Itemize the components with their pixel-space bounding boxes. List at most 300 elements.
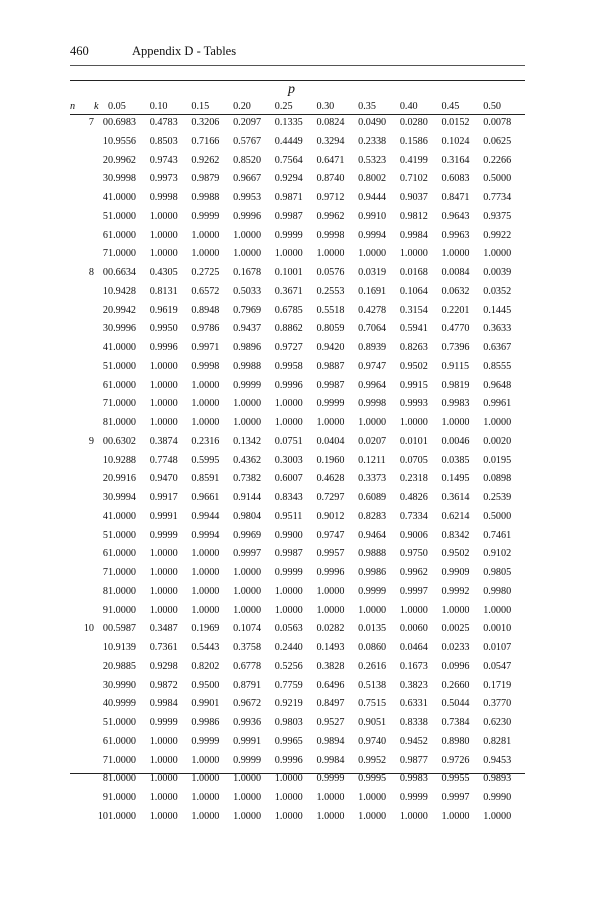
cell-value: 0.0632 <box>441 285 470 297</box>
cell-k: 5 <box>102 529 108 541</box>
cell-n <box>70 470 94 489</box>
cell-value: 0.9994 <box>358 229 387 241</box>
cell-value: 0.9502 <box>399 360 428 372</box>
table-row <box>70 545 525 564</box>
cell-k: 6 <box>102 548 108 560</box>
cell-n <box>70 508 94 527</box>
cell-value: 1.0000 <box>441 248 470 260</box>
cell-k: 0 <box>102 435 108 447</box>
cell-value: 0.0563 <box>274 623 303 635</box>
cell-value: 0.6471 <box>316 154 345 166</box>
cell-value: 0.0547 <box>483 660 512 672</box>
table-row <box>70 414 525 433</box>
cell-k: 3 <box>102 492 108 503</box>
cell-value: 0.9987 <box>274 210 303 222</box>
cell-value: 0.9502 <box>441 548 470 560</box>
table-row <box>70 639 525 658</box>
cell-value: 1.0000 <box>358 417 387 428</box>
cell-value: 0.8283 <box>358 510 387 522</box>
cell-value: 0.9996 <box>108 323 137 335</box>
cell-value: 1.0000 <box>191 810 220 822</box>
cell-k: 3 <box>102 679 108 691</box>
cell-value: 0.9998 <box>149 192 178 203</box>
cell-n <box>70 789 94 808</box>
cell-value: 0.9936 <box>233 717 262 728</box>
cell-n: 8 <box>88 267 94 278</box>
cell-k: 4 <box>102 698 108 710</box>
cell-value: 0.9964 <box>358 379 387 391</box>
cell-k: 4 <box>102 510 108 522</box>
cell-k: 7 <box>102 398 108 410</box>
cell-n <box>70 639 94 658</box>
cell-value: 0.9988 <box>191 192 220 203</box>
cell-value: 0.8471 <box>441 192 470 203</box>
cell-value: 0.9877 <box>399 754 428 766</box>
cell-value: 0.9984 <box>149 698 178 710</box>
cell-value: 0.9998 <box>108 173 137 185</box>
cell-value: 0.4199 <box>399 154 428 166</box>
cell-value: 1.0000 <box>316 792 345 803</box>
cell-value: 1.0000 <box>316 810 345 822</box>
cell-value: 0.9556 <box>108 135 137 147</box>
cell-value: 0.3164 <box>441 154 470 166</box>
cell-value: 0.1001 <box>274 267 303 278</box>
cell-value: 1.0000 <box>108 360 137 372</box>
cell-value: 1.0000 <box>149 379 178 391</box>
cell-value: 0.9879 <box>191 173 220 185</box>
cell-value: 0.9661 <box>191 492 220 503</box>
cell-value: 1.0000 <box>191 792 220 803</box>
cell-value: 0.9743 <box>149 154 178 166</box>
cell-value: 1.0000 <box>316 604 345 616</box>
cell-n <box>70 658 94 677</box>
cell-value: 0.9999 <box>233 379 262 391</box>
cell-value: 0.9984 <box>399 229 428 241</box>
cell-value: 0.7564 <box>274 154 303 166</box>
cell-value: 0.5033 <box>233 285 262 297</box>
cell-value: 1.0000 <box>358 248 387 260</box>
cell-value: 0.9997 <box>399 585 428 597</box>
cell-value: 0.2318 <box>399 473 428 485</box>
cell-value: 1.0000 <box>233 604 262 616</box>
cell-value: 0.9527 <box>316 717 345 728</box>
cell-value: 0.5443 <box>191 642 220 653</box>
cell-value: 1.0000 <box>108 735 137 747</box>
cell-value: 0.9428 <box>108 285 137 297</box>
cell-value: 0.6778 <box>233 660 262 672</box>
cell-value: 0.4770 <box>441 323 470 335</box>
cell-value: 1.0000 <box>108 192 137 203</box>
cell-value: 0.9452 <box>399 735 428 747</box>
cell-value: 0.8002 <box>358 173 387 185</box>
cell-value: 0.9910 <box>358 210 387 222</box>
cell-value: 0.9726 <box>441 754 470 766</box>
cell-value: 0.9896 <box>233 342 262 353</box>
table-row <box>70 452 525 471</box>
cell-value: 0.9999 <box>274 229 303 241</box>
cell-value: 1.0000 <box>274 773 303 785</box>
cell-value: 0.8263 <box>399 342 428 353</box>
cell-value: 0.9740 <box>358 735 387 747</box>
table-row <box>70 377 525 396</box>
cell-value: 1.0000 <box>274 398 303 410</box>
cell-n <box>70 489 94 508</box>
cell-value: 0.2539 <box>483 492 512 503</box>
cell-n <box>70 170 94 189</box>
cell-k: 2 <box>102 473 108 485</box>
cell-value: 0.0490 <box>358 117 387 128</box>
cell-k: 0 <box>102 267 108 278</box>
cell-value: 0.9969 <box>233 529 262 541</box>
table-row <box>70 152 525 171</box>
cell-value: 0.1960 <box>316 454 345 466</box>
cell-value: 0.7734 <box>483 192 512 203</box>
cell-value: 1.0000 <box>149 792 178 803</box>
cell-value: 0.9464 <box>358 529 387 541</box>
cell-k: 8 <box>102 773 108 785</box>
cell-value: 1.0000 <box>191 379 220 391</box>
cell-value: 0.6230 <box>483 717 512 728</box>
cell-value: 1.0000 <box>149 248 178 260</box>
page-number: 460 <box>70 44 89 58</box>
cell-value: 1.0000 <box>108 548 137 560</box>
cell-value: 1.0000 <box>483 810 512 822</box>
cell-n <box>70 564 94 583</box>
cell-value: 0.9420 <box>316 342 345 353</box>
cell-value: 0.1495 <box>441 473 470 485</box>
cell-value: 0.7396 <box>441 342 470 353</box>
cell-value: 0.6007 <box>274 473 303 485</box>
cell-value: 0.5995 <box>191 454 220 466</box>
cell-value: 0.9900 <box>274 529 303 541</box>
table-row <box>70 789 525 808</box>
cell-value: 0.1064 <box>399 285 428 297</box>
cell-value: 0.0078 <box>483 117 512 128</box>
table-bottom-rule <box>70 773 525 774</box>
cell-value: 1.0000 <box>358 810 387 822</box>
cell-value: 0.1969 <box>191 623 220 635</box>
cell-value: 0.2725 <box>191 267 220 278</box>
cell-value: 0.2440 <box>274 642 303 653</box>
cell-k: 0 <box>102 623 108 635</box>
cell-value: 0.4362 <box>233 454 262 466</box>
cell-value: 0.9803 <box>274 717 303 728</box>
cell-value: 0.6983 <box>108 117 137 128</box>
cell-value: 0.0152 <box>441 117 470 128</box>
cell-value: 1.0000 <box>108 379 137 391</box>
cell-value: 0.9887 <box>316 360 345 372</box>
cell-value: 1.0000 <box>399 417 428 428</box>
column-header-p: 0.15 <box>191 101 210 112</box>
cell-value: 0.3294 <box>316 135 345 147</box>
cell-value: 0.3206 <box>191 117 220 128</box>
cell-value: 0.9994 <box>191 529 220 541</box>
cell-value: 1.0000 <box>316 248 345 260</box>
cell-value: 1.0000 <box>191 604 220 616</box>
cell-value: 1.0000 <box>191 548 220 560</box>
cell-value: 0.1493 <box>316 642 345 653</box>
table-row <box>70 302 525 321</box>
column-header-p: 0.40 <box>399 101 418 112</box>
cell-n <box>70 227 94 246</box>
cell-value: 0.6089 <box>358 492 387 503</box>
cell-value: 0.8948 <box>191 304 220 316</box>
cell-value: 0.9712 <box>316 192 345 203</box>
p-column-heading: p <box>288 82 295 97</box>
cell-value: 0.9992 <box>441 585 470 597</box>
cell-value: 1.0000 <box>233 585 262 597</box>
cell-value: 0.1211 <box>358 454 386 466</box>
cell-value: 0.9643 <box>441 210 470 222</box>
table-row <box>70 602 525 621</box>
cell-value: 0.2616 <box>358 660 387 672</box>
cell-value: 0.8202 <box>191 660 220 672</box>
cell-value: 0.0039 <box>483 267 512 278</box>
cell-value: 0.8980 <box>441 735 470 747</box>
cell-value: 0.9786 <box>191 323 220 335</box>
cell-value: 0.5138 <box>358 679 387 691</box>
binomial-cdf-table <box>70 100 525 827</box>
table-row <box>70 227 525 246</box>
cell-n <box>70 602 94 621</box>
cell-value: 0.5044 <box>441 698 470 710</box>
cell-value: 0.9888 <box>358 548 387 560</box>
cell-k: 0 <box>102 117 108 128</box>
table-row <box>70 395 525 414</box>
cell-value: 0.0404 <box>316 435 345 447</box>
cell-n <box>70 395 94 414</box>
cell-value: 0.9804 <box>233 510 262 522</box>
cell-value: 0.0464 <box>399 642 428 653</box>
cell-value: 0.6572 <box>191 285 220 297</box>
cell-value: 1.0000 <box>274 810 303 822</box>
cell-value: 0.3154 <box>399 304 428 316</box>
cell-value: 1.0000 <box>149 398 178 410</box>
cell-value: 0.0101 <box>399 435 428 447</box>
cell-value: 0.8939 <box>358 342 387 353</box>
table-row <box>70 320 525 339</box>
cell-value: 1.0000 <box>358 604 387 616</box>
cell-value: 0.9909 <box>441 567 470 578</box>
cell-value: 1.0000 <box>108 792 137 803</box>
cell-value: 1.0000 <box>233 417 262 428</box>
cell-value: 0.9102 <box>483 548 512 560</box>
cell-value: 0.7297 <box>316 492 345 503</box>
cell-value: 0.9955 <box>441 773 470 785</box>
cell-value: 1.0000 <box>274 792 303 803</box>
cell-value: 0.9437 <box>233 323 262 335</box>
column-header-p: 0.50 <box>483 101 502 112</box>
cell-value: 0.9453 <box>483 754 512 766</box>
cell-k: 3 <box>102 173 108 185</box>
cell-value: 1.0000 <box>399 248 428 260</box>
cell-value: 0.9667 <box>233 173 262 185</box>
cell-k: 1 <box>102 135 108 147</box>
cell-n: 10 <box>83 623 94 635</box>
column-header-p: 0.25 <box>274 101 293 112</box>
cell-value: 1.0000 <box>441 417 470 428</box>
cell-value: 0.8791 <box>233 679 262 691</box>
cell-value: 0.9993 <box>399 398 428 410</box>
cell-value: 0.9987 <box>316 379 345 391</box>
cell-value: 0.9986 <box>358 567 387 578</box>
cell-value: 1.0000 <box>274 417 303 428</box>
cell-value: 0.9012 <box>316 510 345 522</box>
cell-value: 1.0000 <box>274 248 303 260</box>
cell-k: 9 <box>102 604 108 616</box>
cell-n <box>70 733 94 752</box>
cell-value: 0.9470 <box>149 473 178 485</box>
cell-value: 0.9999 <box>274 567 303 578</box>
cell-value: 0.0860 <box>358 642 387 653</box>
cell-value: 0.9986 <box>191 717 220 728</box>
cell-value: 0.9980 <box>483 585 512 597</box>
cell-value: 0.9037 <box>399 192 428 203</box>
table-row <box>70 508 525 527</box>
cell-value: 0.9958 <box>274 360 303 372</box>
cell-value: 0.9962 <box>316 210 345 222</box>
cell-value: 1.0000 <box>274 604 303 616</box>
cell-value: 1.0000 <box>233 248 262 260</box>
cell-value: 0.1586 <box>399 135 428 147</box>
cell-value: 0.4305 <box>149 267 178 278</box>
cell-value: 0.0168 <box>399 267 428 278</box>
cell-value: 0.9500 <box>191 679 220 691</box>
cell-value: 0.0576 <box>316 267 345 278</box>
cell-value: 0.9990 <box>483 792 512 803</box>
cell-value: 1.0000 <box>233 810 262 822</box>
cell-value: 0.8342 <box>441 529 470 541</box>
cell-value: 0.1673 <box>399 660 428 672</box>
table-row <box>70 339 525 358</box>
table-row <box>70 808 525 827</box>
cell-value: 1.0000 <box>191 417 220 428</box>
cell-value: 0.3373 <box>358 473 387 485</box>
table-row <box>70 714 525 733</box>
cell-value: 0.6214 <box>441 510 470 522</box>
cell-value: 0.8059 <box>316 323 345 335</box>
cell-value: 1.0000 <box>149 417 178 428</box>
cell-value: 0.9294 <box>274 173 303 185</box>
cell-value: 1.0000 <box>108 773 137 785</box>
cell-value: 1.0000 <box>483 604 512 616</box>
cell-value: 0.3003 <box>274 454 303 466</box>
cell-value: 1.0000 <box>149 585 178 597</box>
cell-value: 0.9375 <box>483 210 512 222</box>
cell-value: 0.9998 <box>191 360 220 372</box>
cell-value: 0.8520 <box>233 154 262 166</box>
cell-value: 0.9942 <box>108 304 137 316</box>
cell-value: 0.9051 <box>358 717 387 728</box>
cell-value: 0.9953 <box>233 192 262 203</box>
cell-value: 1.0000 <box>358 792 387 803</box>
cell-k: 5 <box>102 360 108 372</box>
cell-value: 0.5767 <box>233 135 262 147</box>
cell-value: 0.8591 <box>191 473 220 485</box>
cell-value: 0.1024 <box>441 135 470 147</box>
cell-value: 0.0385 <box>441 454 470 466</box>
cell-value: 0.1342 <box>233 435 262 447</box>
cell-value: 0.0280 <box>399 117 428 128</box>
cell-value: 0.9999 <box>399 792 428 803</box>
cell-value: 0.4278 <box>358 304 387 316</box>
cell-value: 0.9995 <box>358 773 387 785</box>
cell-value: 0.9006 <box>399 529 428 541</box>
cell-value: 0.9971 <box>191 342 220 353</box>
cell-value: 1.0000 <box>108 342 137 353</box>
cell-value: 1.0000 <box>108 754 137 766</box>
cell-n <box>70 245 94 264</box>
cell-value: 1.0000 <box>108 248 137 260</box>
cell-value: 0.6785 <box>274 304 303 316</box>
cell-value: 1.0000 <box>191 567 220 578</box>
cell-value: 0.3874 <box>149 435 178 447</box>
cell-value: 0.9999 <box>358 585 387 597</box>
cell-value: 0.9298 <box>149 660 178 672</box>
column-header-p: 0.30 <box>316 101 335 112</box>
cell-n <box>70 752 94 771</box>
cell-k: 2 <box>102 660 108 672</box>
cell-value: 0.8281 <box>483 735 512 747</box>
cell-value: 1.0000 <box>108 604 137 616</box>
cell-value: 0.9999 <box>108 698 137 710</box>
cell-value: 0.9996 <box>274 754 303 766</box>
cell-value: 0.8131 <box>149 285 178 297</box>
cell-value: 0.9957 <box>316 548 345 560</box>
cell-value: 0.4783 <box>149 117 178 128</box>
cell-k: 2 <box>102 304 108 316</box>
table-row <box>70 133 525 152</box>
cell-value: 0.9727 <box>274 342 303 353</box>
cell-n <box>70 339 94 358</box>
cell-value: 0.2266 <box>483 154 512 166</box>
cell-value: 0.9991 <box>233 735 262 747</box>
cell-value: 0.9984 <box>316 754 345 766</box>
cell-value: 0.9994 <box>108 492 137 503</box>
table-row <box>70 264 525 283</box>
cell-n <box>70 414 94 433</box>
cell-n <box>70 452 94 471</box>
table-row <box>70 752 525 771</box>
table-row <box>70 189 525 208</box>
cell-value: 0.5256 <box>274 660 303 672</box>
cell-value: 1.0000 <box>149 210 178 222</box>
cell-k: 1 <box>102 642 108 653</box>
cell-value: 0.3614 <box>441 492 470 503</box>
cell-value: 0.9950 <box>149 323 178 335</box>
table-row <box>70 489 525 508</box>
cell-value: 1.0000 <box>108 510 137 522</box>
cell-value: 0.0233 <box>441 642 470 653</box>
table-row <box>70 358 525 377</box>
cell-value: 1.0000 <box>108 229 137 241</box>
column-header-p: 0.10 <box>149 101 168 112</box>
cell-value: 0.0282 <box>316 623 345 635</box>
cell-value: 0.3828 <box>316 660 345 672</box>
cell-value: 0.0996 <box>441 660 470 672</box>
cell-value: 0.7064 <box>358 323 387 335</box>
cell-n <box>70 302 94 321</box>
running-title: Appendix D - Tables <box>132 44 237 58</box>
cell-value: 1.0000 <box>441 810 470 822</box>
cell-value: 0.5000 <box>483 173 512 185</box>
cell-value: 0.9917 <box>149 492 178 503</box>
cell-value: 0.9988 <box>233 360 262 372</box>
cell-value: 1.0000 <box>233 567 262 578</box>
cell-value: 0.2338 <box>358 135 387 147</box>
cell-k: 7 <box>102 567 108 578</box>
cell-value: 0.5323 <box>358 154 387 166</box>
